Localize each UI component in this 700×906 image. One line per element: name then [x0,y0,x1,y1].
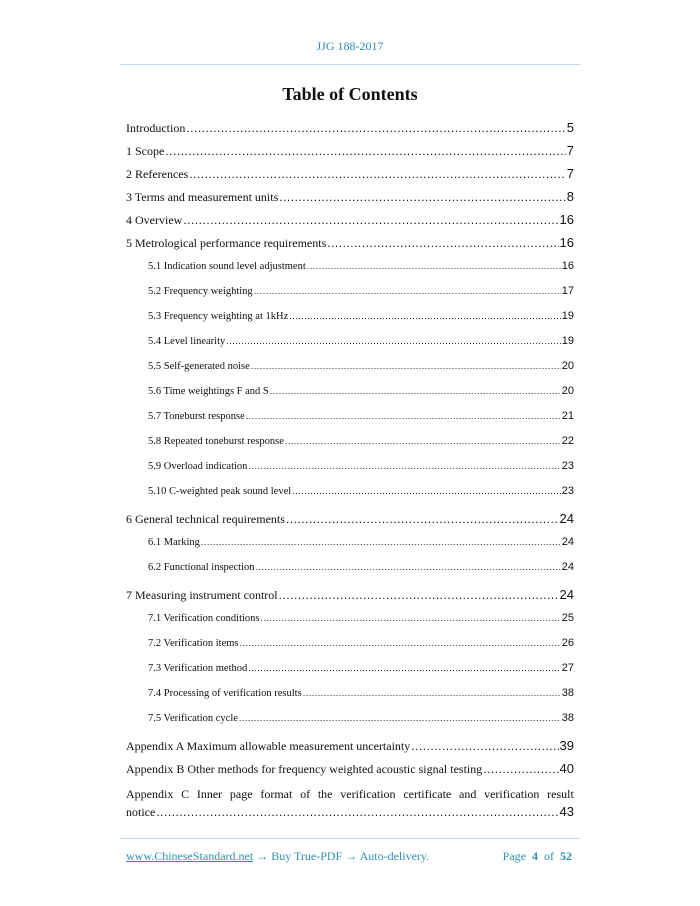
toc-entry[interactable] [126,656,574,681]
toc-entry-label: 5.9 Overload indication [148,461,248,472]
header-divider [120,64,580,65]
toc-entry-page: 24 [561,561,574,573]
toc-entry-word: verification [340,787,396,801]
toc-entry-page: 19 [561,310,574,322]
toc-entry-label: 5.1 Indication sound level adjustment [148,261,306,272]
toc-entry-label: 1 Scope [126,144,165,158]
toc-leader-dots [240,631,561,656]
toc-leader-dots [327,232,558,255]
toc-leader-dots [285,429,561,454]
toc-entry[interactable] [126,379,574,404]
toc-entry-page: 5 [566,120,574,135]
toc-entry-page: 23 [561,460,574,472]
toc-entry-page: 26 [561,637,574,649]
page-indicator [503,849,572,864]
table-of-contents [126,116,574,820]
toc-entry-label: 7.5 Verification cycle [148,713,238,724]
toc-entry-word: and [459,787,477,801]
toc-entry-word: of [300,787,311,801]
toc-entry[interactable] [126,530,574,555]
toc-leader-dots [289,304,560,329]
toc-leader-dots [270,379,561,404]
toc-entry-page: 8 [566,189,574,204]
toc-entry[interactable] [126,454,574,479]
toc-leader-dots [156,804,558,821]
toc-entry[interactable] [126,404,574,429]
toc-entry-label: 5.6 Time weightings F and S [148,386,269,397]
toc-entry[interactable] [126,706,574,731]
arrow-icon: → [342,849,360,863]
toc-leader-dots [246,404,561,429]
footer-divider [120,838,580,839]
toc-leader-dots [483,758,558,781]
toc-entry-page: 17 [561,285,574,297]
toc-entry-label: 5 Metrological performance requirements [126,236,327,250]
toc-entry[interactable] [126,208,574,231]
toc-entry-label: 4 Overview [126,213,183,227]
toc-entry[interactable] [126,116,574,139]
page-total: 52 [560,849,572,863]
arrow-icon: → [253,849,272,863]
toc-leader-dots [186,117,565,140]
toc-entry[interactable] [126,429,574,454]
toc-entry-page: 38 [561,687,574,699]
toc-leader-dots [183,209,558,232]
toc-entry[interactable] [126,329,574,354]
toc-entry[interactable] [126,606,574,631]
toc-entry[interactable] [126,734,574,757]
toc-entry[interactable] [126,555,574,580]
toc-entry-label: notice [126,805,156,819]
toc-entry-page: 43 [559,804,574,819]
toc-entry-page: 24 [561,536,574,548]
toc-leader-dots [254,279,561,304]
toc-entry-word: Appendix [126,787,174,801]
running-header: JJG 188-2017 [316,39,384,53]
toc-entry-label: 7.4 Processing of verification results [148,688,302,699]
page-title: Table of Contents [282,84,418,104]
toc-leader-dots [292,479,561,504]
toc-entry-label: 5.10 C-weighted peak sound level [148,486,292,497]
toc-entry-page: 16 [559,212,574,227]
toc-leader-dots [248,656,561,681]
toc-leader-dots [286,508,559,531]
toc-entry-appendix-c-line2 [126,803,574,820]
toc-entry-label: 7 Measuring instrument control [126,588,278,602]
toc-entry-word: page [229,787,253,801]
toc-entry-label: 5.7 Toneburst response [148,411,245,422]
toc-entry-word: result [547,787,574,801]
toc-entry-page: 25 [561,612,574,624]
toc-entry-page: 40 [559,761,574,776]
toc-entry-page: 27 [561,662,574,674]
toc-entry-page: 7 [566,166,574,181]
toc-entry[interactable] [126,757,574,780]
toc-entry[interactable] [126,681,574,706]
toc-entry[interactable] [126,631,574,656]
toc-entry-word: Inner [196,787,223,801]
toc-entry-word: C [181,787,190,801]
toc-entry-label: 3 Terms and measurement units [126,190,279,204]
toc-entry-label: Appendix B Other methods for frequency weighted acoustic signal testing [126,762,483,776]
toc-entry-label: 6 General technical requirements [126,512,285,526]
toc-entry-label: Appendix A Maximum allowable measurement uncertainty [126,739,411,753]
toc-entry-label: 7.1 Verification conditions [148,613,260,624]
toc-entry-label: 5.4 Level linearity [148,336,226,347]
toc-leader-dots [261,606,561,631]
toc-entry-word: certificate [403,787,452,801]
toc-entry-word: the [317,787,333,801]
toc-entry-page: 21 [561,410,574,422]
toc-leader-dots [307,254,561,279]
site-link[interactable]: www.ChineseStandard.net [126,849,254,863]
toc-entry-page: 23 [561,485,574,497]
toc-entry-page: 39 [559,738,574,753]
toc-entry-page: 24 [559,587,574,602]
toc-entry[interactable] [126,304,574,329]
toc-entry[interactable] [126,279,574,304]
toc-entry[interactable] [126,507,574,530]
of-label: of [544,849,554,863]
toc-entry-page: 24 [559,511,574,526]
delivery-text: Auto-delivery. [359,849,430,863]
footer-links [126,849,429,864]
page-number: 4 [532,849,538,863]
toc-entry[interactable] [126,479,574,504]
toc-entry-page: 16 [559,235,574,250]
toc-entry-appendix-c[interactable] [126,786,574,820]
toc-entry-page: 20 [561,360,574,372]
page-label: Page [502,849,526,863]
toc-entry-page: 7 [566,143,574,158]
toc-entry-label: 5.8 Repeated toneburst response [148,436,284,447]
toc-entry-appendix-c-line1 [126,786,574,803]
toc-entries [126,116,574,780]
toc-entry[interactable] [126,583,574,606]
toc-entry-page: 22 [561,435,574,447]
toc-entry-page: 20 [561,385,574,397]
toc-entry-label: 2 References [126,167,189,181]
toc-entry-label: 5.2 Frequency weighting [148,286,253,297]
toc-entry-label: 7.3 Verification method [148,663,248,674]
toc-leader-dots [248,454,560,479]
toc-entry[interactable] [126,254,574,279]
toc-entry-word: verification [484,787,540,801]
toc-leader-dots [255,555,560,580]
toc-entry[interactable] [126,139,574,162]
toc-entry[interactable] [126,354,574,379]
toc-entry-label: 7.2 Verification items [148,638,239,649]
toc-entry-label: Introduction [126,121,186,135]
toc-leader-dots [303,681,561,706]
toc-leader-dots [251,354,561,379]
buy-link[interactable]: Buy True-PDF [271,849,343,863]
toc-entry-label: 5.3 Frequency weighting at 1kHz [148,311,289,322]
toc-entry-word: format [260,787,293,801]
toc-leader-dots [189,163,565,186]
toc-leader-dots [279,186,566,209]
toc-entry-label: 6.2 Functional inspection [148,562,255,573]
toc-leader-dots [201,530,561,555]
toc-leader-dots [226,329,560,354]
toc-entry-label: 6.1 Marking [148,537,200,548]
toc-entry-page: 38 [561,712,574,724]
toc-leader-dots [165,140,565,163]
toc-entry[interactable] [126,185,574,208]
toc-entry-page: 19 [561,335,574,347]
toc-entry[interactable] [126,162,574,185]
toc-entry[interactable] [126,231,574,254]
toc-leader-dots [411,735,558,758]
toc-leader-dots [239,706,561,731]
toc-entry-label: 5.5 Self-generated noise [148,361,250,372]
toc-entry-page: 16 [561,260,574,272]
toc-leader-dots [279,584,559,607]
